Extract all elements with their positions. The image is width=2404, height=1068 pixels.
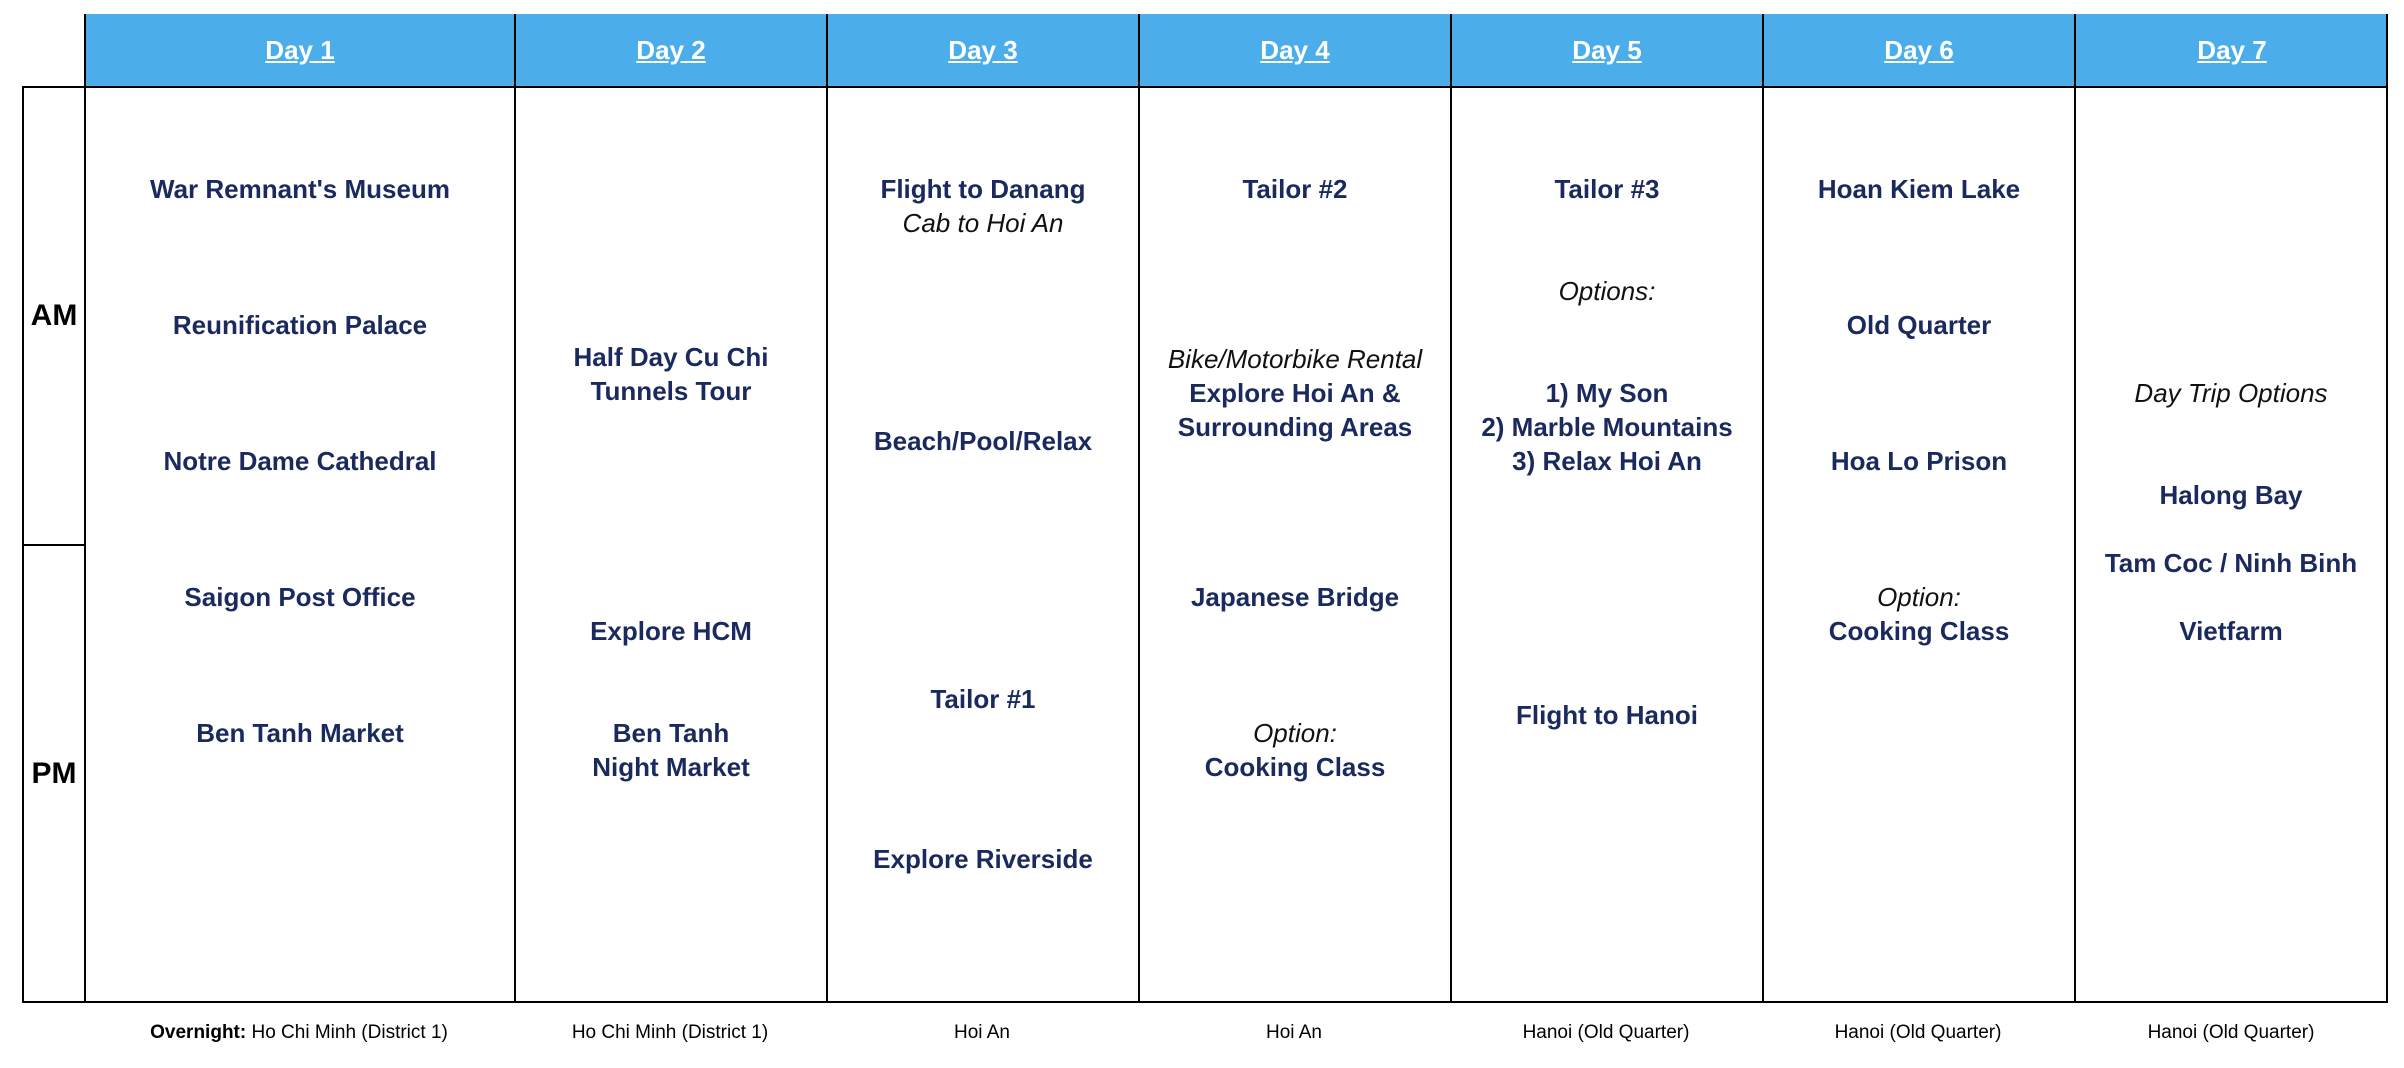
day-header-3: Day 3 (826, 14, 1138, 86)
activity-item: Vietfarm (2179, 616, 2283, 646)
activity-item: Halong Bay (2159, 480, 2303, 510)
activity-item: Cooking Class (1204, 752, 1386, 782)
header-right-border (2386, 14, 2388, 86)
activity-item: Night Market (592, 752, 750, 782)
day-column-1 (84, 86, 514, 1003)
day-column-2 (514, 86, 826, 1003)
day-header-2: Day 2 (514, 14, 826, 86)
overnight-6: Hanoi (Old Quarter) (1834, 1022, 2002, 1043)
activity-item: Hoa Lo Prison (1830, 446, 2008, 476)
day-header-6: Day 6 (1762, 14, 2074, 86)
activity-item: 2) Marble Mountains (1481, 412, 1733, 442)
activity-item: Cooking Class (1828, 616, 2010, 646)
activity-item: Bike/Motorbike Rental (1167, 344, 1423, 374)
activity-item: Day Trip Options (2134, 378, 2328, 408)
overnight-5: Hanoi (Old Quarter) (1522, 1022, 1690, 1043)
day-column-4 (1138, 86, 1450, 1003)
activity-item: Cab to Hoi An (902, 208, 1064, 238)
activity-item: Flight to Hanoi (1516, 700, 1698, 730)
overnight-location: Ho Chi Minh (District 1) (251, 1022, 448, 1043)
activity-item: Tam Coc / Ninh Binh (2104, 548, 2358, 578)
activity-item: Japanese Bridge (1190, 582, 1400, 612)
overnight-3: Hoi An (954, 1022, 1010, 1043)
activity-item: Reunification Palace (172, 310, 428, 340)
activity-item: Explore HCM (590, 616, 752, 646)
day-header-5: Day 5 (1450, 14, 1762, 86)
activity-item: Beach/Pool/Relax (873, 426, 1093, 456)
pm-label: PM (22, 544, 84, 1003)
day-column-6 (1762, 86, 2074, 1003)
activity-item: Notre Dame Cathedral (163, 446, 437, 476)
activity-item: Tailor #3 (1554, 174, 1660, 204)
activity-item: War Remnant's Museum (150, 174, 450, 204)
activity-item: 1) My Son (1545, 378, 1669, 408)
activity-item: Half Day Cu Chi (573, 342, 769, 372)
overnight-label: Overnight: (150, 1022, 252, 1043)
overnight-1 (84, 1022, 514, 1044)
activity-item: Ben Tanh (612, 718, 730, 748)
day-header-1: Day 1 (84, 14, 514, 86)
overnight-2: Ho Chi Minh (District 1) (571, 1022, 769, 1043)
activity-item: Tunnels Tour (590, 376, 752, 406)
activity-item: Tailor #2 (1242, 174, 1348, 204)
activity-item: Options: (1558, 276, 1656, 306)
day-column-3 (826, 86, 1138, 1003)
activity-item: Explore Riverside (873, 844, 1093, 874)
day-header-4: Day 4 (1138, 14, 1450, 86)
activity-item: 3) Relax Hoi An (1512, 446, 1702, 476)
activity-item: Saigon Post Office (184, 582, 416, 612)
day-column-5 (1450, 86, 1762, 1003)
day-column-7 (2074, 86, 2388, 1003)
activity-item: Ben Tanh Market (196, 718, 404, 748)
activity-item: Option: (1253, 718, 1337, 748)
activity-item: Tailor #1 (930, 684, 1036, 714)
day-header-7: Day 7 (2074, 14, 2388, 86)
activity-item: Old Quarter (1846, 310, 1992, 340)
activity-item: Hoan Kiem Lake (1817, 174, 2021, 204)
activity-item: Option: (1877, 582, 1961, 612)
am-label: AM (22, 86, 84, 544)
activity-item: Flight to Danang (880, 174, 1086, 204)
overnight-4: Hoi An (1266, 1022, 1322, 1043)
overnight-7: Hanoi (Old Quarter) (2147, 1022, 2315, 1043)
activity-item: Explore Hoi An & (1189, 378, 1401, 408)
activity-item: Surrounding Areas (1177, 412, 1413, 442)
